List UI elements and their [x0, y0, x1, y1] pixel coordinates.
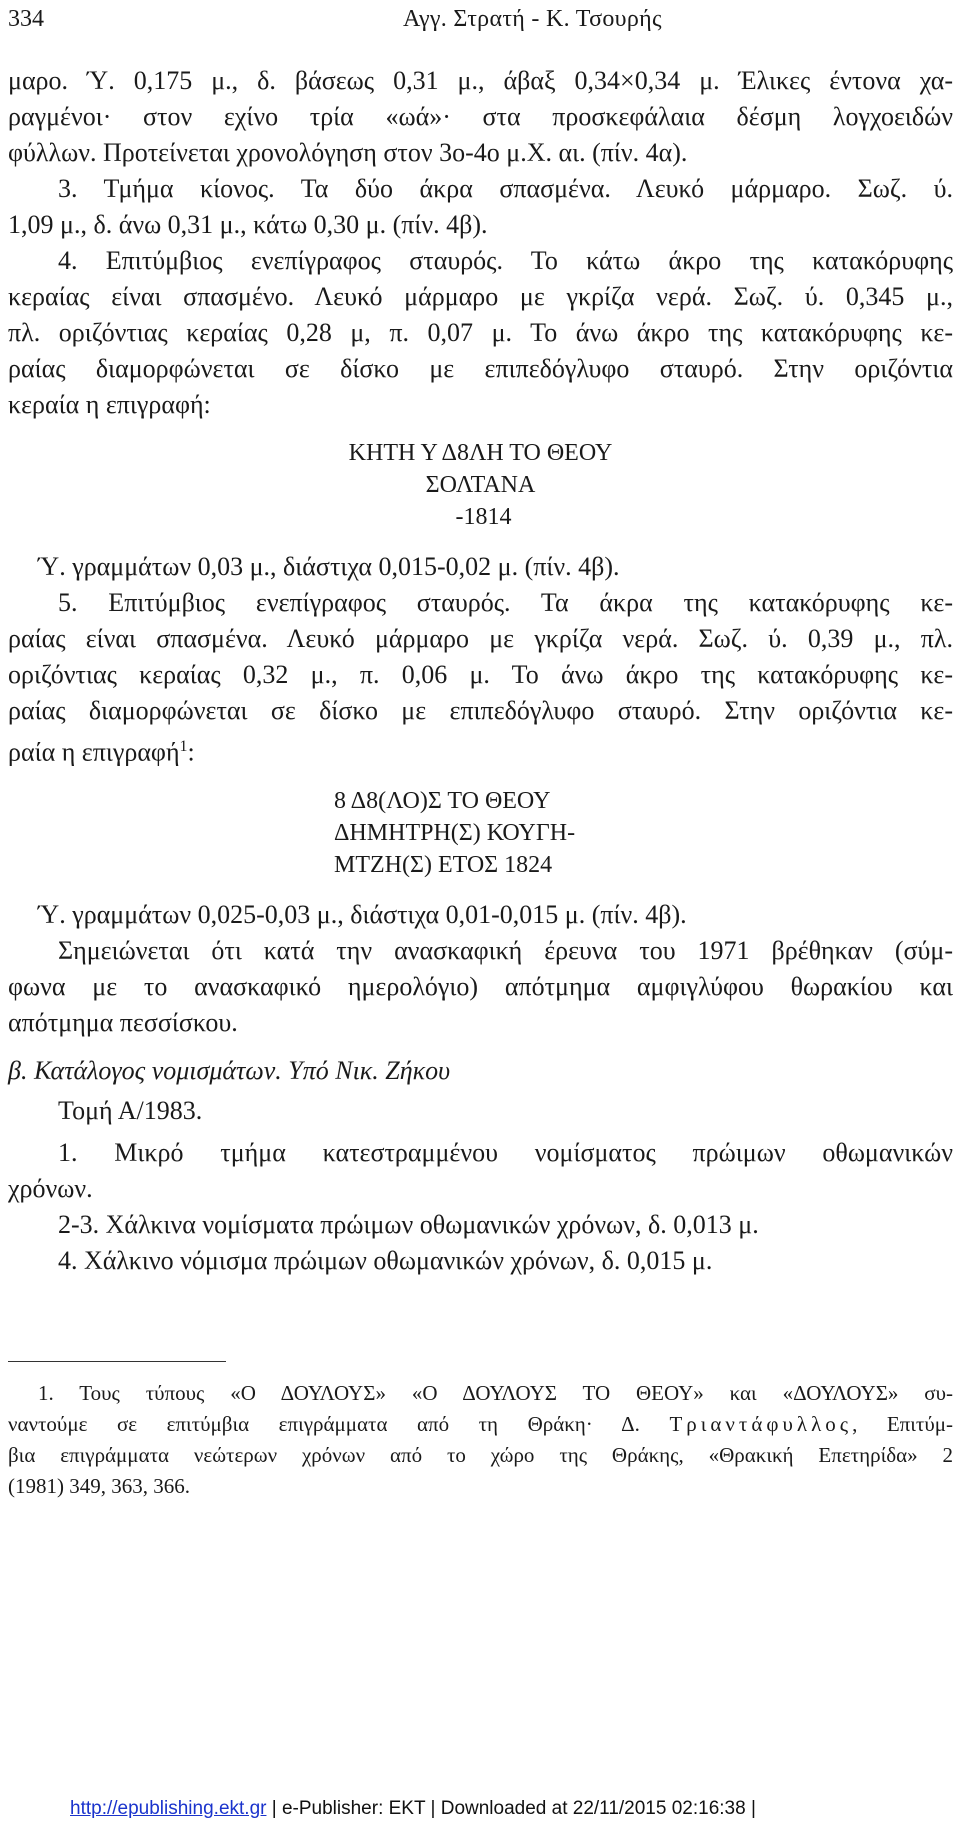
text-line: 5. Επιτύμβιος ενεπίγραφος σταυρός. Τα άκρα της κατακόρυφης κε- [58, 588, 953, 617]
footnote-rule [8, 1361, 226, 1362]
text-line: ραίας είναι σπασμένα. Λευκό μάρμαρο με γκρίζα νερά. Σωζ. ύ. 0,39 μ., πλ. [8, 624, 953, 653]
text-line: ραίας διαμορφώνεται σε δίσκο με επιπεδόγλυφο σταυρό. Στην οριζόντια [8, 354, 953, 383]
text-line: ραίας διαμορφώνεται σε δίσκο με επιπεδόγλυφο σταυρό. Στην οριζόντια κε- [8, 696, 953, 725]
text-line: μαρο. Ύ. 0,175 μ., δ. βάσεως 0,31 μ., άβαξ 0,34×0,34 μ. Έλικες έντονα χα- [8, 66, 953, 95]
text-line: απότμημα πεσσίσκου. [8, 1007, 238, 1037]
text-line: κεραίας είναι σπασμένο. Λευκό μάρμαρο με γκρίζα νερά. Σωζ. ύ. 0,345 μ., [8, 282, 953, 311]
publisher-link[interactable]: http://epublishing.ekt.gr [70, 1798, 267, 1819]
text-line: οριζόντιας κεραίας 0,32 μ., π. 0,06 μ. Το άνω άκρο της κατακόρυφης κε- [8, 660, 953, 689]
inscription-line: -1814 [455, 504, 512, 530]
text-line: 1. Μικρό τμήμα κατεστραμμένου νομίσματος πρώιμων οθωμανικών [58, 1137, 953, 1167]
page-number: 334 [8, 6, 44, 32]
text-line: Ύ. γραμμάτων 0,03 μ., διάστιχα 0,015-0,02 μ. (πίν. 4β). [38, 552, 620, 581]
download-footer [70, 1798, 756, 1820]
text-line: φύλλων. Προτείνεται χρονολόγηση στον 3ο-4ο μ.Χ. αι. (πίν. 4α). [8, 138, 688, 167]
text-line: ραγμένοι· στον εχίνο τρία «ωά»· στα προσκεφάλαια δέσμη λογχοειδών [8, 102, 953, 131]
text-line: 3. Τμήμα κίονος. Τα δύο άκρα σπασμένα. Λευκό μάρμαρο. Σωζ. ύ. [58, 174, 953, 203]
footnote [8, 1378, 953, 1502]
inscription-line: ΔΗΜΗΤΡΗ(Σ) ΚΟΥΓΗ- [334, 819, 576, 846]
text-span: ναντούμε σε επιτύμβια επιγράμματα από τη Θράκη· Δ. [8, 1412, 640, 1436]
text-span: ραία η επιγραφή [8, 737, 180, 767]
text-line: πλ. οριζόντιας κεραίας 0,28 μ, π. 0,07 μ. Το άνω άκρο της κατακόρυφης κε- [8, 318, 953, 347]
footnote-line [8, 1409, 953, 1440]
text-line: Ύ. γραμμάτων 0,025-0,03 μ., διάστιχα 0,01-0,015 μ. (πίν. 4β). [38, 899, 687, 929]
footnote-line: βια επιγράμματα νεώτερων χρόνων από το χώρο της Θράκης, «Θρακική Επετηρίδα» 2 [8, 1443, 953, 1467]
inscription-line: ΣΟΛΤΑΝΑ [425, 472, 536, 498]
running-title: Αγγ. Στρατή - Κ. Τσουρής [403, 6, 662, 32]
author-name: Τριαντάφυλλος [669, 1412, 853, 1436]
main-text [8, 63, 953, 1279]
text-span: , Επιτύμ- [852, 1412, 954, 1436]
text-line: φωνα με το ανασκαφικό ημερολόγιο) απότμημα αμφιγλύφου θωρακίου και [8, 971, 953, 1001]
inscription-line: ΚΗΤΗ Υ Δ8ΛΗ ΤΟ ΘΕΟΥ [348, 440, 613, 466]
text-line: 2-3. Χάλκινα νομίσματα πρώιμων οθωμανικών χρόνων, δ. 0,013 μ. [58, 1209, 759, 1239]
running-header [8, 6, 960, 36]
text-line: 4. Επιτύμβιος ενεπίγραφος σταυρός. Το κάτω άκρο της κατακόρυφης [58, 246, 953, 275]
text-line [8, 729, 953, 771]
footnote-line: (1981) 349, 363, 366. [8, 1474, 190, 1498]
text-line: Σημειώνεται ότι κατά την ανασκαφική έρευνα του 1971 βρέθηκαν (σύμ- [58, 935, 953, 965]
section-title: β. Κατάλογος νομισμάτων. Υπό Νικ. Ζήκου [8, 1055, 451, 1085]
text-span: : [187, 737, 195, 767]
footnote-ref: 1 [179, 738, 188, 755]
text-line: κεραία η επιγραφή: [8, 390, 211, 419]
text-line: Τομή Α/1983. [58, 1095, 203, 1125]
text-line: χρόνων. [8, 1173, 93, 1203]
footnote-line: 1. Τους τύπους «Ο ΔΟΥΛΟΥΣ» «Ο ΔΟΥΛΟΥΣ ΤΟ ΘΕΟΥ» και «ΔΟΥΛΟΥΣ» συ- [38, 1381, 953, 1405]
text-line: 1,09 μ., δ. άνω 0,31 μ., κάτω 0,30 μ. (πίν. 4β). [8, 210, 488, 239]
inscription-line: ΜΤΖΗ(Σ) ΕΤΟΣ 1824 [334, 851, 553, 878]
text-line: 4. Χάλκινο νόμισμα πρώιμων οθωμανικών χρόνων, δ. 0,015 μ. [58, 1245, 713, 1275]
inscription-line: 8 Δ8(ΛΟ)Σ ΤΟ ΘΕΟΥ [334, 787, 551, 814]
download-info: | e-Publisher: EKT | Downloaded at 22/11/2015 02:16:38 | [266, 1798, 756, 1819]
